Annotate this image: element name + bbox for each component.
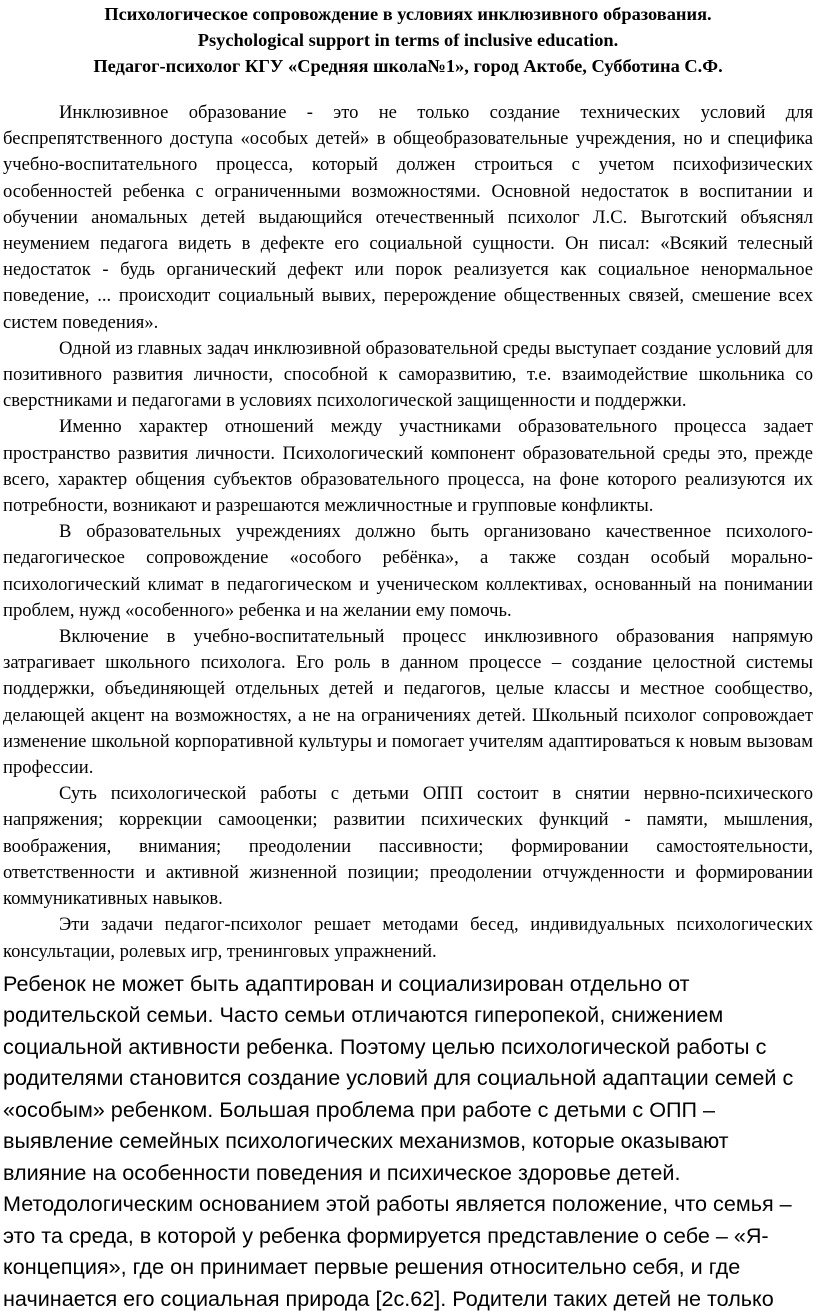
document-body-continued [3,968,813,1314]
document-body [3,100,813,965]
paragraph: Эти задачи педагог-психолог решает методами бесед, индивидуальных психологических консультации, ролевых игр, тренинговых упражнений. [3,914,813,962]
paragraph: Инклюзивное образование - это не только создание технических условий для беспрепятственного доступа «особых детей» в общеобразовательные учреждения, но и специфика учебно-воспитательного процесса, который должен строиться с учетом психофизических особенностей ребенка с ограниченными возможностями. Основной недостаток в воспитании и обучении аномальных детей выдающийся отечественный психолог Л.С. Выготский объяснял неумением педагога видеть в дефекте его социальной сущности. Он писал: «Всякий телесный недостаток - будь органический дефект или порок реализуется как социальное ненормальное поведение, ... происходит социальный вывих, перерождение общественных связей, смешение всех систем поведения». [3,102,813,333]
paragraph: Одной из главных задач инклюзивной образовательной среды выступает создание условий для позитивного развития личности, способной к саморазвитию, т.е. взаимодействие школьника со сверстниками и педагогами в условиях психологической защищенности и поддержки. [3,337,813,412]
paragraph-sans: Ребенок не может быть адаптирован и социализирован отдельно от родительской семьи. Часто семьи отличаются гиперопекой, снижением социальной активности ребенка. Поэтому целью психологической работы с родителями становится создание условий для социальной адаптации семей с «особым» ребенком. Большая проблема при работе с детьми с ОПП – выявление семейных психологических механизмов, которые оказывают влияние на особенности поведения и психическое здоровье детей. Методологическим основанием этой работы является положение, что семья – это та среда, в которой у ребенка формируется представление о себе – «Я-концепция», где он принимает первые решения относительно себя, и где начинается его социальная природа [2с.62]. Родители таких детей не только [3,970,794,1311]
paragraph: Суть психологической работы с детьми ОПП состоит в снятии нервно-психического напряжения; коррекции самооценки; развитии психических функций - памяти, мышления, воображения, внимания; преодолении пассивности; формировании самостоятельности, ответственности и активной жизненной позиции; преодолении отчужденности и формировании коммуникативных навыков. [3,783,813,910]
title-russian: Психологическое сопровождение в условиях инклюзивного образования. [104,4,712,24]
title-english: Psychological support in terms of inclusive education. [197,30,619,50]
document-header [3,1,813,79]
paragraph: Включение в учебно-воспитательный процесс инклюзивного образования напрямую затрагивает школьного психолога. Его роль в данном процессе – создание целостной системы поддержки, объединяющей отдельных детей и педагогов, целые классы и местное сообщество, делающей акцент на возможностях, а не на ограничениях детей. Школьный психолог сопровождает изменение школьной корпоративной культуры и помогает учителям адаптироваться к новым вызовам профессии. [3,626,813,779]
paragraph: Именно характер отношений между участниками образовательного процесса задает пространство развития личности. Психологический компонент образовательной среды это, прежде всего, характер общения субъектов образовательного процесса, на фоне которого реализуются их потребности, возникают и разрешаются межличностные и групповые конфликты. [3,416,813,517]
author-line: Педагог-психолог КГУ «Средняя школа№1», город Актобе, Субботина С.Ф. [93,56,723,76]
paragraph: В образовательных учреждениях должно быть организовано качественное психолого-педагогическое сопровождение «особого ребёнка», а также создан особый морально-психологический климат в педагогическом и ученическом коллективах, основанный на понимании проблем, нужд «особенного» ребенка и на желании ему помочь. [3,521,813,621]
